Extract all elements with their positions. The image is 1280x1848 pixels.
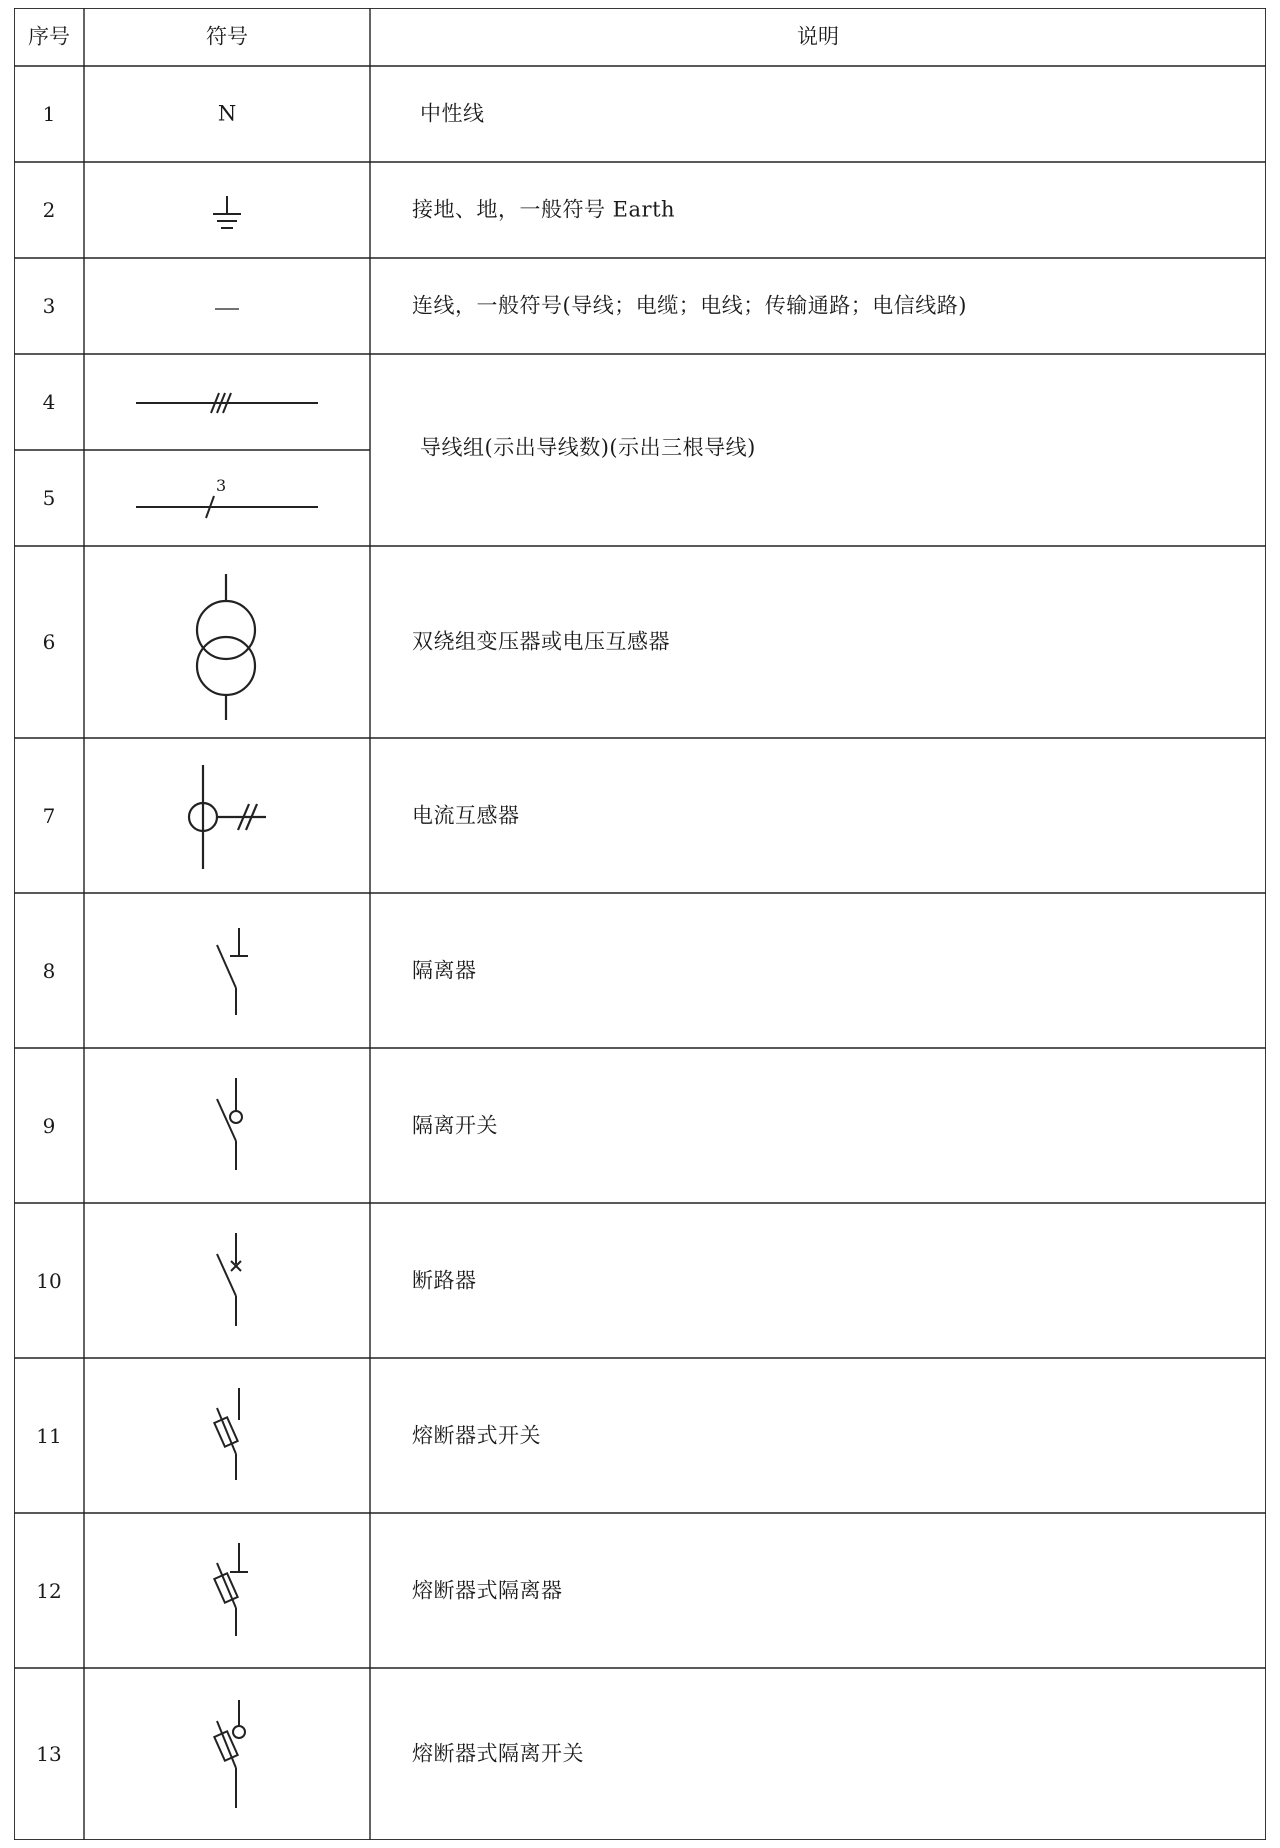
conductor-count-label: 3	[216, 476, 227, 495]
row-index: 9	[42, 1114, 56, 1138]
row-description: 双绕组变压器或电压互感器	[412, 629, 670, 654]
two-winding-transformer-symbol	[197, 574, 255, 720]
conductor-group-three-ticks-symbol	[136, 393, 318, 413]
disconnector-symbol	[217, 928, 248, 1015]
row-index: 13	[36, 1742, 62, 1766]
header-symbol: 符号	[206, 24, 248, 49]
row-description: 电流互感器	[412, 803, 520, 828]
row-index: 2	[42, 198, 56, 222]
row-description-merged: 导线组(示出导线数)(示出三根导线)	[420, 435, 756, 460]
row-description: 中性线	[420, 101, 485, 126]
row-description: 隔离开关	[412, 1113, 498, 1138]
table-grid	[14, 8, 1266, 1840]
switch-disconnector-symbol	[217, 1078, 242, 1170]
circuit-breaker-symbol	[217, 1233, 241, 1326]
header-description: 说明	[797, 24, 839, 49]
row-description: 熔断器式开关	[412, 1423, 541, 1448]
fuse-switch-disconnector-symbol	[214, 1700, 245, 1808]
row-index: 5	[42, 486, 56, 510]
row-description: 隔离器	[412, 958, 477, 983]
fuse-switch-symbol	[214, 1388, 239, 1480]
earth-ground-symbol	[213, 196, 241, 228]
row-index: 12	[36, 1579, 62, 1603]
row-index: 11	[36, 1424, 62, 1448]
neutral-N-text: N	[217, 101, 237, 126]
header-index: 序号	[28, 24, 70, 49]
row-index: 4	[42, 390, 56, 414]
fuse-disconnector-symbol	[214, 1543, 248, 1636]
symbol-table	[14, 8, 1266, 1840]
row-index: 7	[42, 804, 56, 828]
row-index: 6	[42, 630, 56, 654]
row-description: 熔断器式隔离开关	[412, 1741, 584, 1766]
row-index: 10	[36, 1269, 62, 1293]
row-index: 8	[42, 959, 56, 983]
row-description: 连线，一般符号(导线；电缆；电线；传输通路；电信线路)	[412, 293, 967, 318]
row-index: 1	[42, 102, 56, 126]
conductor-group-single-tick-symbol	[136, 496, 318, 518]
row-description: 断路器	[412, 1268, 477, 1293]
row-index: 3	[42, 294, 56, 318]
row-description: 熔断器式隔离器	[412, 1578, 563, 1603]
current-transformer-symbol	[189, 765, 266, 869]
row-description: 接地、地，一般符号 Earth	[412, 197, 676, 222]
